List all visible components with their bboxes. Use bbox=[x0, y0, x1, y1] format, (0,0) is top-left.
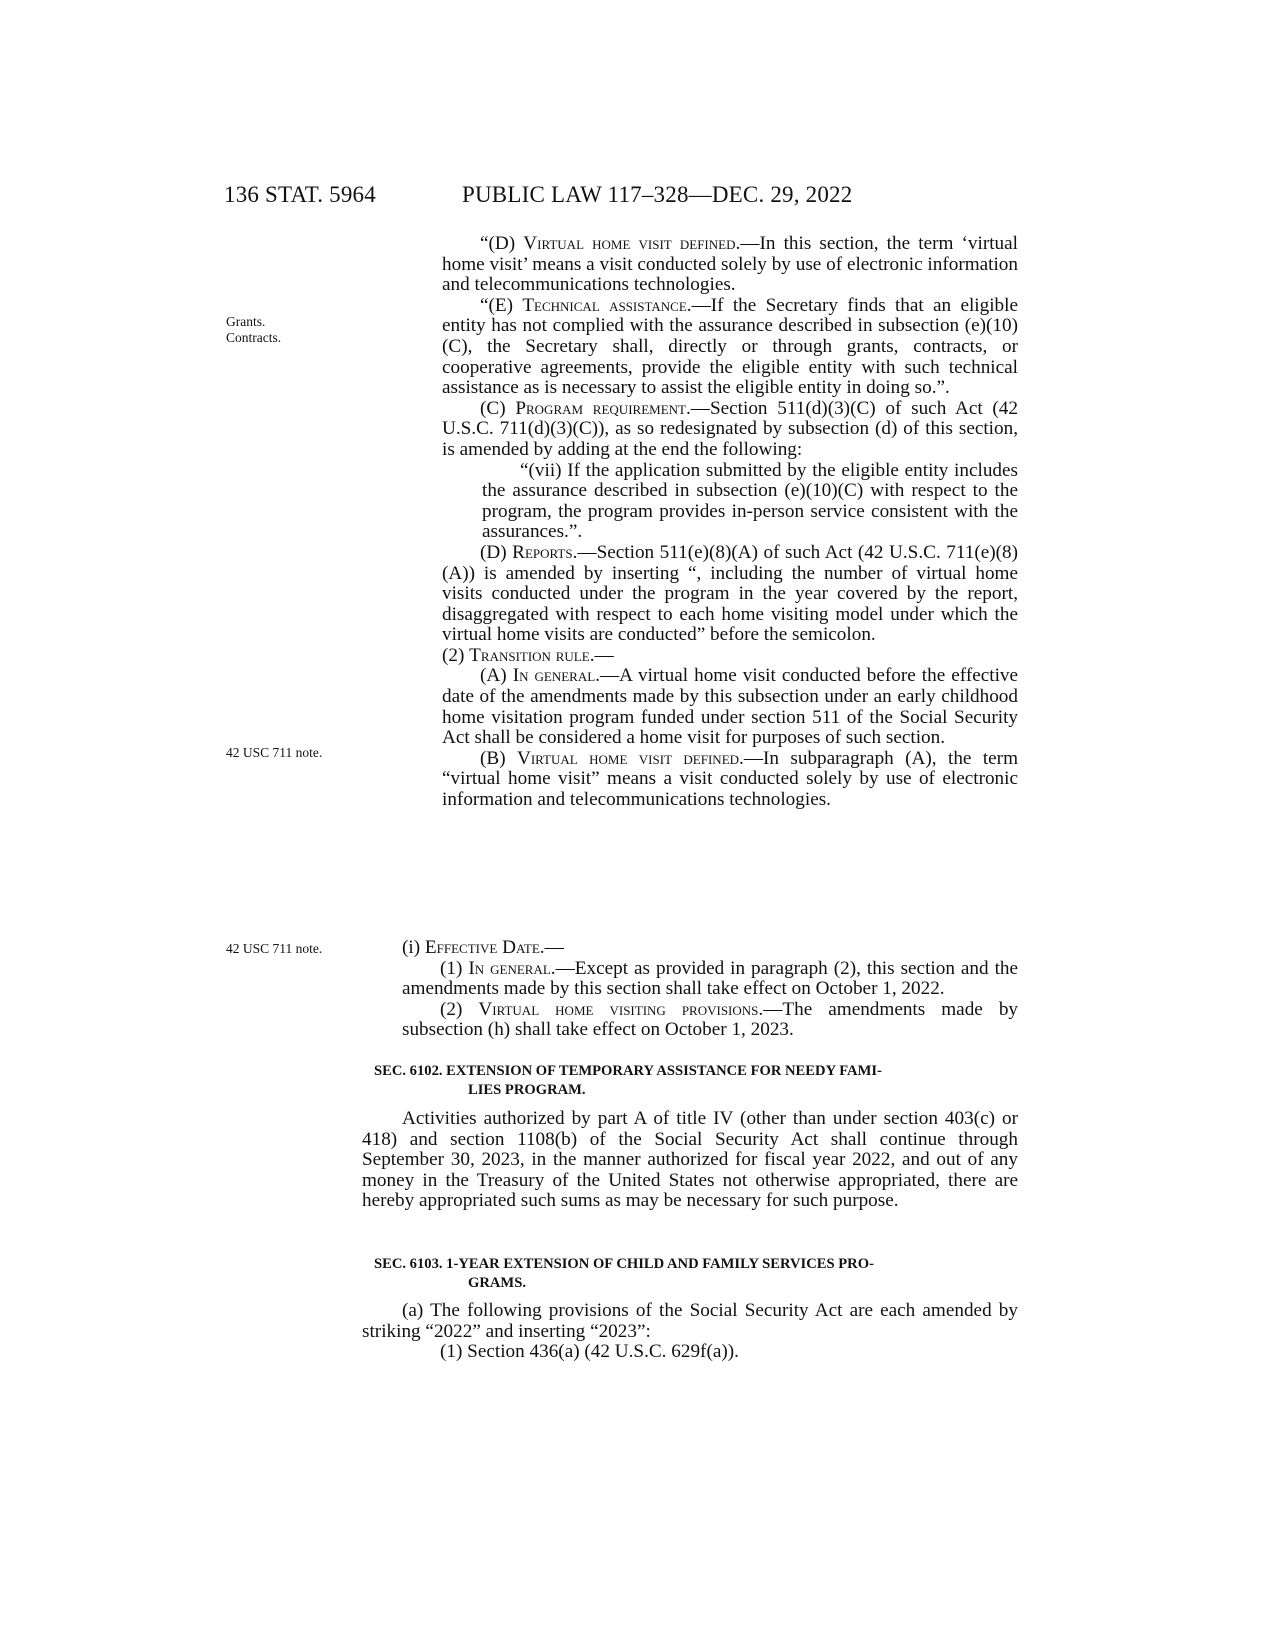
paragraph-i2-virtual-provisions: (2) Virtual home visiting provisions.—The amendments made by subsection (h) shall take effect on October 1, 2023. bbox=[402, 998, 1019, 1041]
clause-vii: “(vii) If the application submitted by the eligible entity includes the assurance described in subsection (e)(10)(C) with respect to the program, the program provides in-person service consistent with the assurances.”. bbox=[482, 459, 1018, 543]
subparagraph-b-virtual-visit-defined: (B) Virtual home visit defined.—In subparagraph (A), the term “virtual home visit” means a visit conducted solely by use of electronic information and telecommunications technologies. bbox=[442, 747, 1018, 811]
margin-note-contracts: Contracts. bbox=[226, 330, 282, 345]
section-6102-body-block bbox=[362, 1109, 1018, 1212]
subsection-i-effective-date: (i) Effective Date.— bbox=[402, 937, 564, 958]
section-6102-heading: SEC. 6102. EXTENSION OF TEMPORARY ASSISTANCE FOR NEEDY FAMI- LIES PROGRAM. bbox=[374, 1063, 882, 1098]
section-6102-body: Activities authorized by part A of title IV (other than under section 403(c) or 418) and section 1108(b) of the Social Security Act shall continue through September 30, 2023, in the manner authorized for fiscal year 2022, and out of any money in the Treasury of the United States not otherwise appropriated, there are hereby appropriated such sums as may be necessary for such purpose. bbox=[362, 1108, 1018, 1212]
margin-note-grants: Grants. bbox=[226, 314, 266, 329]
section-6103-paragraph-1: (1) Section 436(a) (42 U.S.C. 629f(a)). bbox=[440, 1341, 739, 1363]
paragraph-d-reports: (D) Reports.—Section 511(e)(8)(A) of such Act (42 U.S.C. 711(e)(8)(A)) is amended by inserting “, including the number of virtual home visits conducted under the program in the year covered by the report, disaggregated with respect to each home visiting model under which the virtual home visits are conducted” before the semicolon. bbox=[442, 541, 1018, 646]
section-6103-heading: SEC. 6103. 1-YEAR EXTENSION OF CHILD AND FAMILY SERVICES PRO- GRAMS. bbox=[374, 1256, 874, 1291]
effective-date-block bbox=[402, 938, 1018, 1041]
main-column bbox=[442, 234, 1018, 811]
paragraph-c-program-requirement: (C) Program requirement.—Section 511(d)(3)(C) of such Act (42 U.S.C. 711(d)(3)(C)), as so redesignated by subsection (d) of this section, is amended by adding at the end the following: bbox=[442, 397, 1018, 460]
subparagraph-a-in-general: (A) In general.—A virtual home visit conducted before the effective date of the amendments made by this subsection under an early childhood home visitation program funded under section 511 of the Social Security Act shall be considered a home visit for purposes of such section. bbox=[442, 665, 1019, 749]
public-law-header: PUBLIC LAW 117–328—DEC. 29, 2022 bbox=[462, 182, 853, 207]
page-number-header: 136 STAT. 5964 bbox=[224, 182, 376, 207]
paragraph-2-transition-rule: (2) Transition rule.— bbox=[442, 644, 614, 666]
section-6103-subsection-a: (a) The following provisions of the Social Security Act are each amended by striking “2022” and inserting “2023”: bbox=[362, 1300, 1018, 1342]
margin-note-usc-1: 42 USC 711 note. bbox=[226, 745, 323, 760]
margin-note-usc-2: 42 USC 711 note. bbox=[226, 941, 323, 956]
section-6103-body-block bbox=[362, 1301, 1018, 1363]
paragraph-i1-in-general: (1) In general.—Except as provided in paragraph (2), this section and the amendments made by this section shall take effect on October 1, 2022. bbox=[402, 957, 1019, 1000]
paragraph-e-technical-assistance: “(E) Technical assistance.—If the Secretary finds that an eligible entity has not complied with the assurance described in subsection (e)(10)(C), the Secretary shall, directly or through grants, contracts, or cooperative agreements, provide the eligible entity with such technical assistance as is necessary to assist the eligible entity in doing so.”. bbox=[442, 294, 1018, 399]
paragraph-d-virtual-visit-defined: “(D) Virtual home visit defined.—In this section, the term ‘virtual home visit’ means a visit conducted solely by use of electronic information and telecommunications technologies. bbox=[442, 233, 1018, 296]
